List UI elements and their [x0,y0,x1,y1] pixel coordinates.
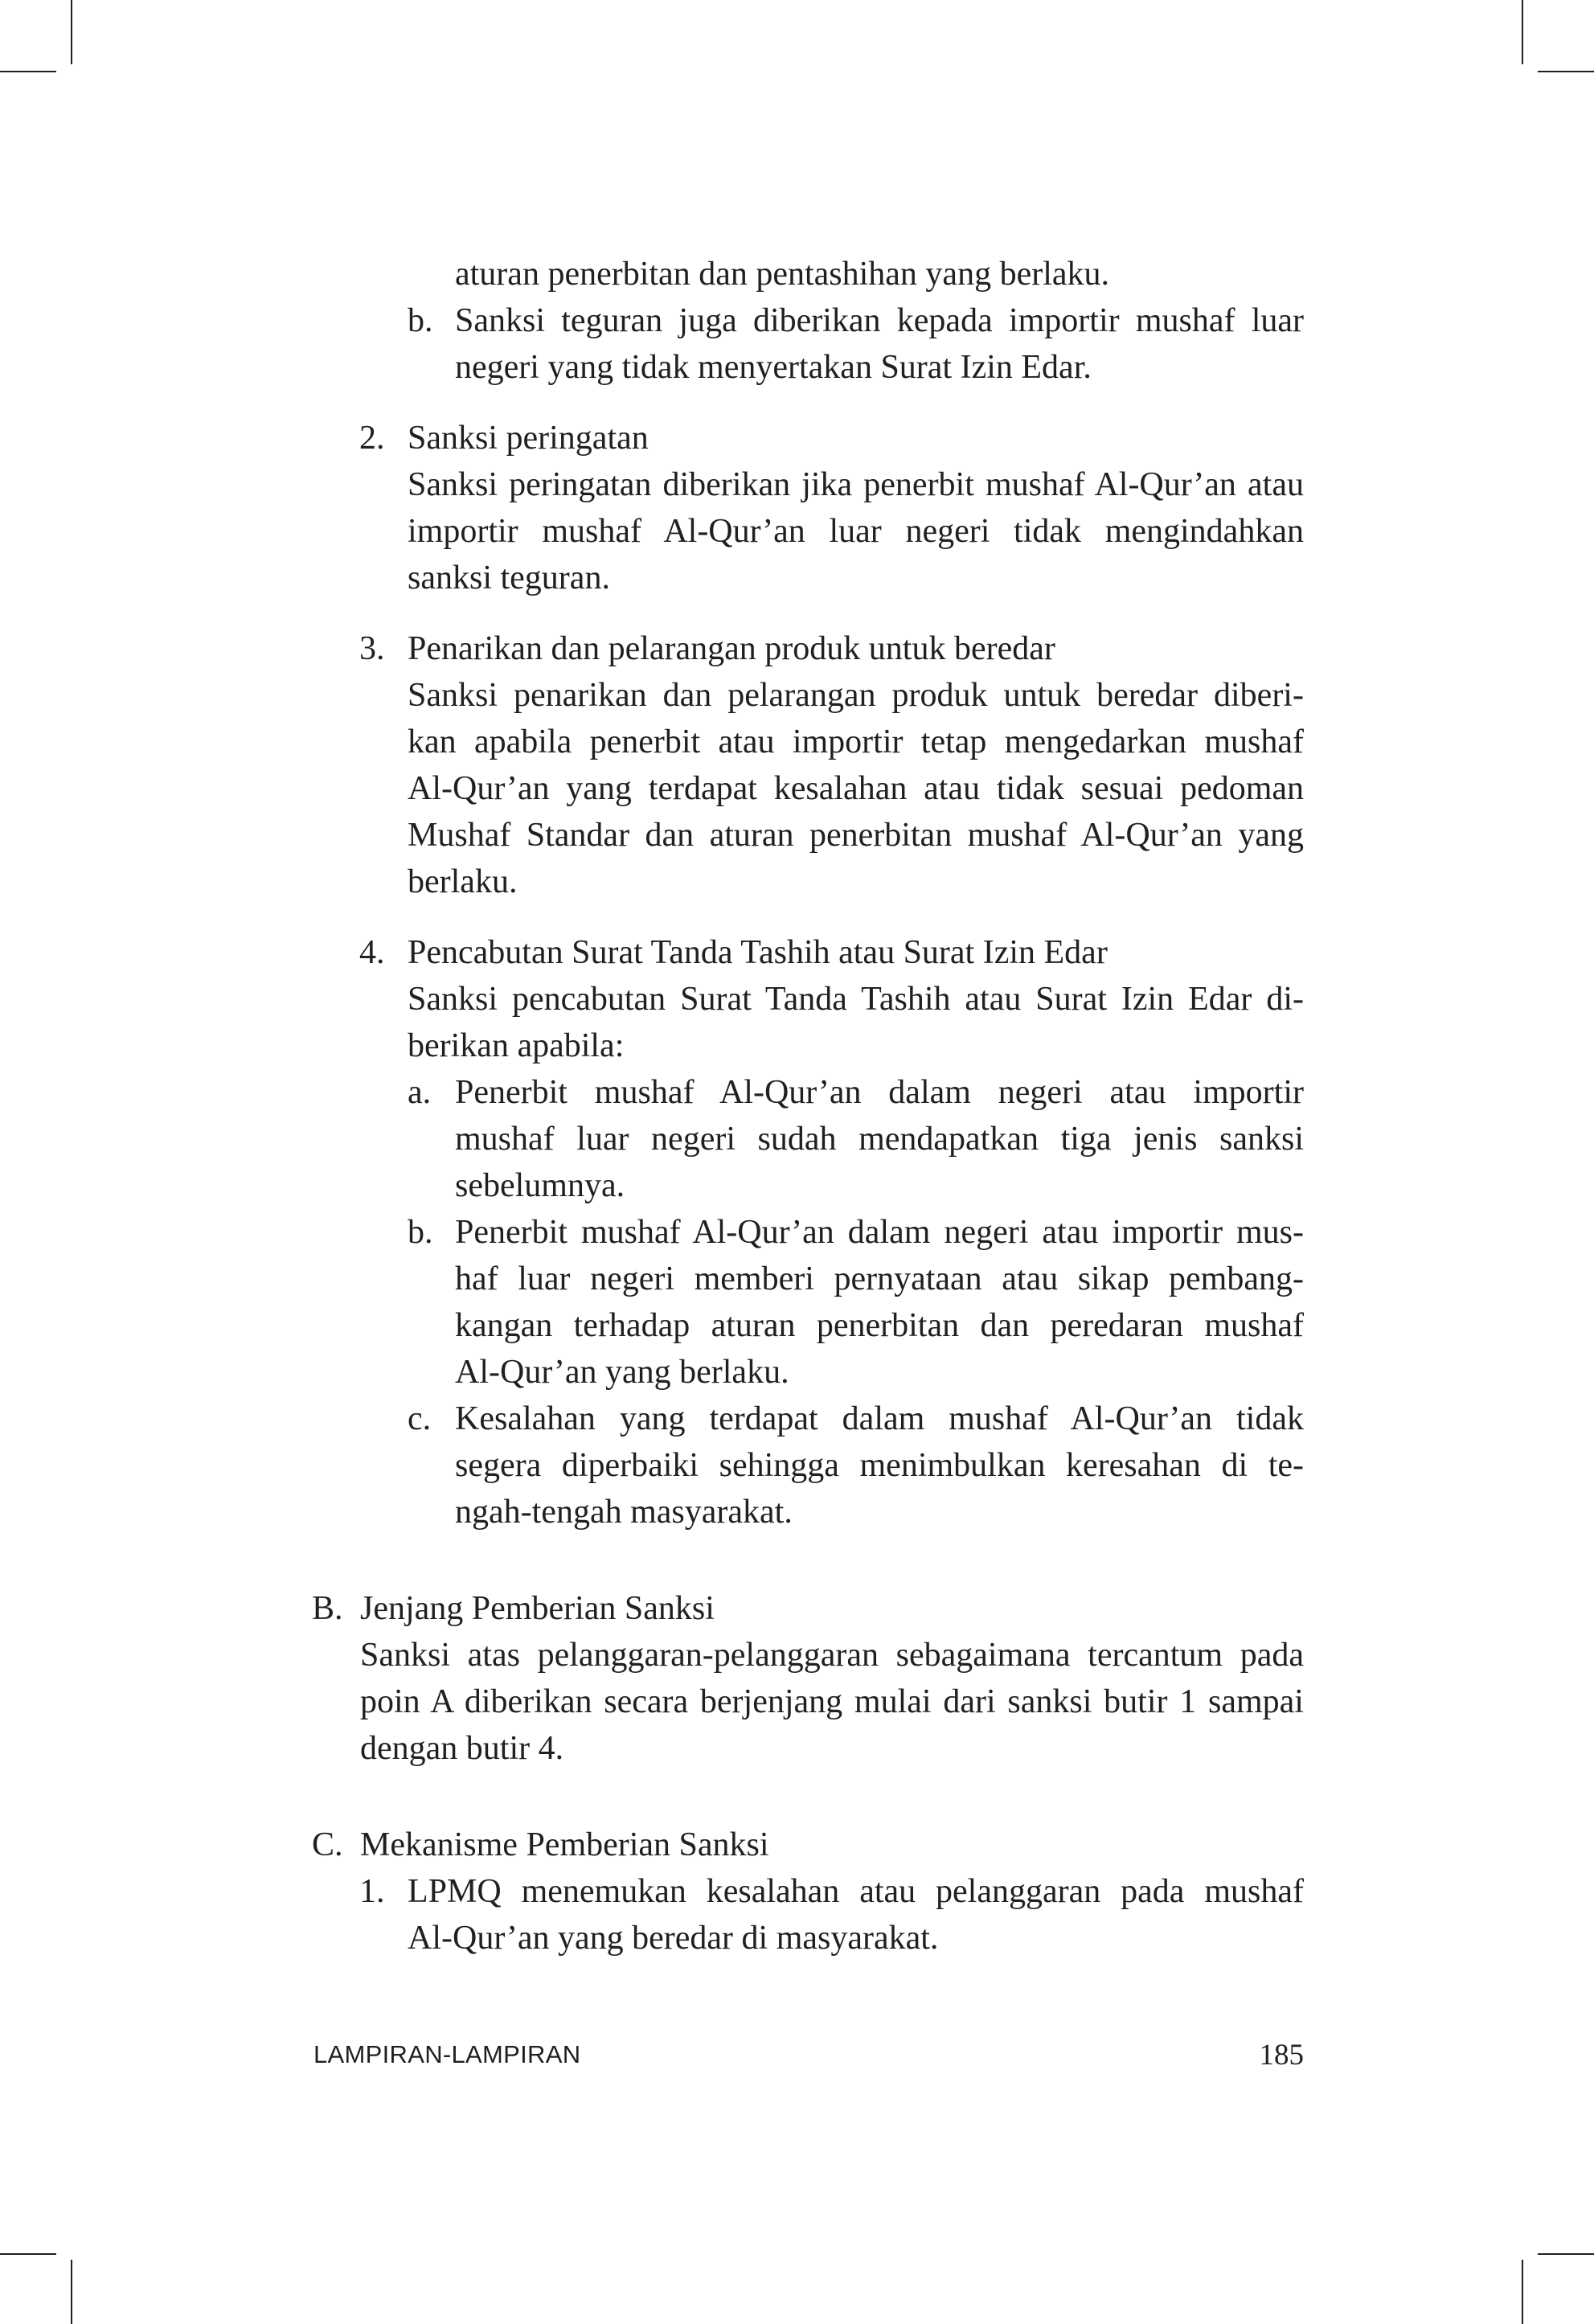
text-line: Kesalahan yang terdapat dalam mushaf Al-Qur’an tidak [455,1400,1304,1437]
text-line: Al-Qur’an yang berlaku. [455,1354,789,1391]
item-heading: Sanksi peringatan [408,420,649,457]
running-footer: LAMPIRAN-LAMPIRAN [313,2040,581,2068]
text-line: poin A diberikan secara berjenjang mulai dari sanksi butir 1 sampai [360,1683,1304,1720]
text-line: Sanksi penarikan dan pelarangan produk untuk beredar diberi- [408,677,1304,714]
text-line: Penerbit mushaf Al-Qur’an dalam negeri atau importir [455,1074,1304,1111]
text-line: Al-Qur’an yang beredar di masyarakat. [408,1920,939,1957]
text-line: kangan terhadap aturan penerbitan dan peredaran mushaf [455,1307,1304,1344]
text-line: Al-Qur’an yang terdapat kesalahan atau tidak sesuai pedoman [408,770,1305,807]
text-line: Sanksi peringatan diberikan jika penerbit mushaf Al-Qur’an atau [408,466,1304,503]
list-marker: 4. [359,934,385,971]
list-marker: c. [408,1400,432,1437]
text-line: aturan penerbitan dan pentashihan yang berlaku. [455,256,1110,293]
item-heading: Penarikan dan pelarangan produk untuk beredar [408,630,1055,667]
text-line: berlaku. [408,863,518,900]
list-marker: b. [408,302,433,339]
list-marker: 2. [359,420,385,457]
section-heading: Jenjang Pemberian Sanksi [360,1590,715,1627]
page-number: 185 [1259,2039,1304,2072]
text-line: berikan apabila: [408,1027,625,1064]
text-line: ngah-tengah masyarakat. [455,1494,793,1531]
text-line: mushaf luar negeri sudah mendapatkan tiga jenis sanksi [455,1121,1304,1158]
text-line: haf luar negeri memberi pernyataan atau sikap pembang- [455,1260,1304,1297]
list-marker: b. [408,1214,433,1251]
text-line: Sanksi teguran juga diberikan kepada importir mushaf luar [455,302,1304,339]
text-line: sebelumnya. [455,1167,625,1204]
text-line: Sanksi atas pelanggaran-pelanggaran sebagaimana tercantum pada [360,1637,1304,1674]
text-line: dengan butir 4. [360,1730,564,1767]
text-line: Sanksi pencabutan Surat Tanda Tashih atau Surat Izin Edar di- [408,981,1304,1018]
text-line: kan apabila penerbit atau importir tetap mengedarkan mushaf [408,723,1304,760]
list-marker: 1. [359,1873,385,1910]
text-line: sanksi teguran. [408,559,610,596]
text-line: segera diperbaiki sehingga menimbulkan keresahan di te- [455,1447,1305,1484]
text-line: Penerbit mushaf Al-Qur’an dalam negeri atau importir mus- [455,1214,1305,1251]
section-heading: Mekanisme Pemberian Sanksi [360,1826,769,1863]
text-line: importir mushaf Al-Qur’an luar negeri tidak mengindahkan [408,513,1304,550]
section-marker: B. [312,1590,343,1627]
item-heading: Pencabutan Surat Tanda Tashih atau Surat Izin Edar [408,934,1108,971]
list-marker: a. [408,1074,432,1111]
text-line: LPMQ menemukan kesalahan atau pelanggaran pada mushaf [408,1873,1304,1910]
section-marker: C. [312,1826,343,1863]
text-line: Mushaf Standar dan aturan penerbitan mushaf Al-Qur’an yang [408,817,1304,854]
list-marker: 3. [359,630,385,667]
text-line: negeri yang tidak menyertakan Surat Izin Edar. [455,349,1092,386]
